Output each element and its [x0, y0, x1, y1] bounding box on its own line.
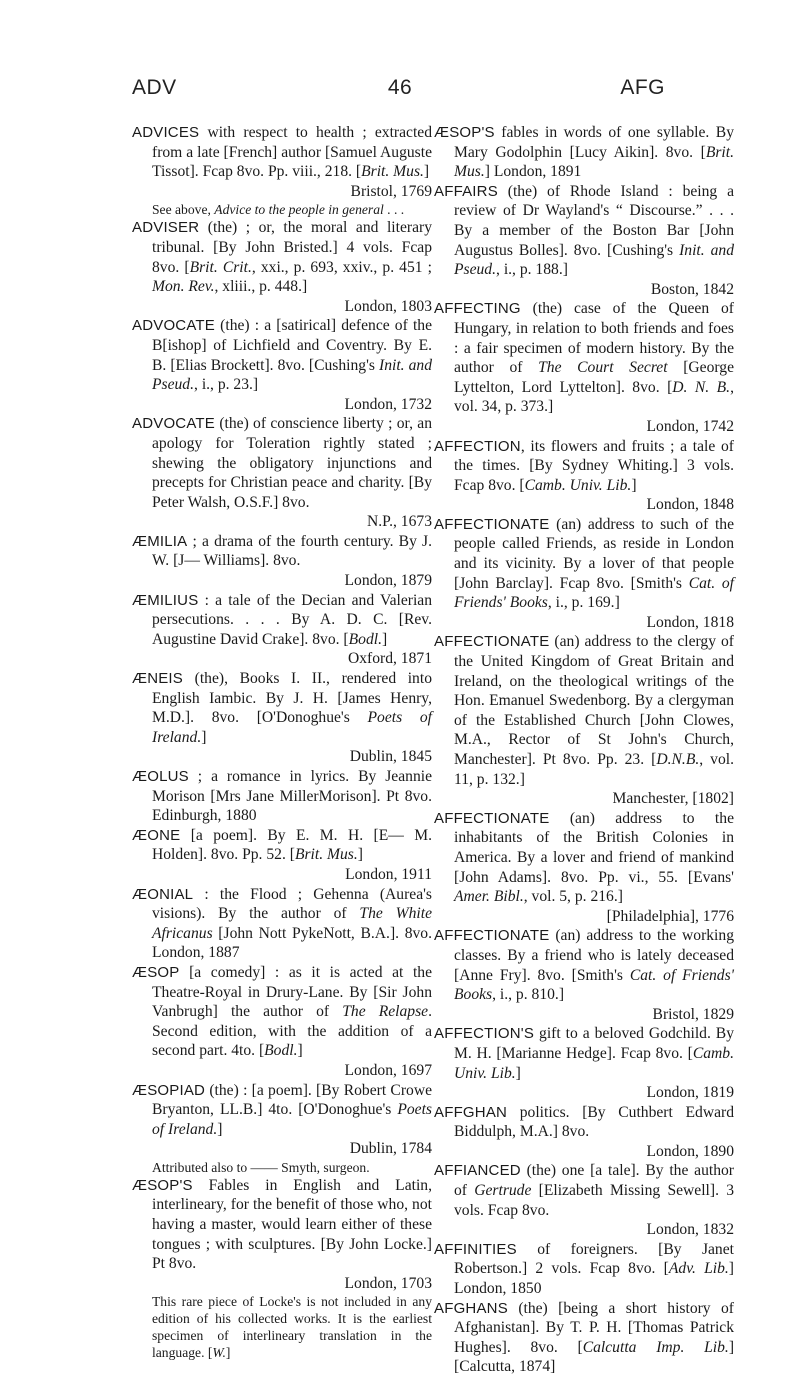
headword: AFFGHAN — [434, 1103, 508, 1121]
headword: AFFAIRS — [434, 182, 498, 200]
running-head-left: ADV — [132, 76, 177, 99]
entry-affectionate-colonies: AFFECTIONATE (an) address to the inhabitants of the British Colonies in America. By a lover and friend of mankind [John Adams]. 8vo. Pp. vi., 55. [Evans' Amer. Bibl., vol. 5, p. 216.] [Philadelphia], 1776 — [434, 809, 734, 925]
headword: AFFECTING — [434, 300, 521, 318]
headword: ÆNEIS — [132, 670, 184, 688]
imprint: London, 1742 — [646, 417, 734, 435]
imprint: London, 1848 — [646, 496, 734, 514]
imprint: N.P., 1673 — [367, 513, 432, 531]
imprint: London, 1890 — [646, 1142, 734, 1160]
headword: ÆMILIUS — [132, 591, 199, 609]
headword: ADVICES — [132, 124, 200, 141]
imprint: London, 1818 — [646, 613, 734, 631]
entry-affectionate-friends: AFFECTIONATE (an) address to such of the people called Friends, as reside in London and its vicinity. By a lover of that people [John Barclay]. Fcap 8vo. [Smith's Cat. of Friends' Books, i., p. 169.] London, 1818 — [434, 515, 734, 631]
imprint: Oxford, 1871 — [347, 650, 432, 668]
headword: AFFINITIES — [434, 1240, 517, 1258]
entry-aesop: ÆSOP [a comedy] : as it is acted at the Theatre-Royal in Drury-Lane. By [Sir John Vanbrugh] the author of The Relapse. Second edition, with the addition of a second part. 4to. [Bodl.] London, 1697 — [132, 963, 433, 1079]
entry-aeneis: ÆNEIS (the), Books I. II., rendered into English Iambic. By J. H. [James Henry, M.D.]. 8vo. [O'Donoghue's Poets of Ireland.] Dublin, 1845 — [132, 670, 432, 766]
imprint: London, 1832 — [646, 1221, 734, 1239]
entry-aesops-fables-syllable: ÆSOP'S fables in words of one syllable. By Mary Godolphin [Lucy Aikin]. 8vo. [Brit. Mus.] London, 1891 — [434, 124, 734, 181]
entry-advocate: ADVOCATE (the) : a [satirical] defence of the B[ishop] of Lichfield and Coventry. By E. B. [Elias Brockett]. 8vo. [Cushing's Init. and Pseud., i., p. 23.] London, 1732 — [132, 317, 432, 413]
entry-aeolus: ÆOLUS ; a romance in lyrics. By Jeannie Morison [Mrs Jane MillerMorison]. Pt 8vo. Edinburgh, 1880 — [132, 768, 432, 825]
entry-aeonial: ÆONIAL : the Flood ; Gehenna (Aurea's visions). By the author of The White Africanus [John Nott PykeNott, B.A.]. 8vo. London, 1887 — [132, 885, 432, 962]
entry-aeone: ÆONE [a poem]. By E. M. H. [E— M. Holden]. 8vo. Pp. 52. [Brit. Mus.] London, 1911 — [132, 826, 432, 883]
entry-affecting: AFFECTING (the) case of the Queen of Hungary, in relation to both friends and foes : a fair specimen of modern history. By the author of The Court Secret [George Lyttelton, Lord Lyttelton]. 8vo. [D. N. B., vol. 34, p. 373.] London, 1742 — [434, 300, 735, 435]
entry-affection: AFFECTION, its flowers and fruits ; a tale of the times. [By Sydney Whiting.] 3 vols. Fcap 8vo. [Camb. Univ. Lib.] London, 1848 — [434, 437, 734, 514]
entry-afghans: AFGHANS (the) [being a short history of Afghanistan]. By T. P. H. [Thomas Patrick Hughes]. 8vo. [Calcutta Imp. Lib.] [Calcutta, 1874] — [434, 1299, 735, 1376]
entry-text: ] — [423, 163, 430, 181]
headword: AFFECTIONATE — [434, 515, 550, 533]
imprint: Bristol, 1769 — [350, 182, 432, 200]
entry-affectionate-working: AFFECTIONATE (an) address to the working classes. By a friend who is lately deceased [Anne Fry]. 8vo. [Smith's Cat. of Friends' Books, i., p. 810.] Bristol, 1829 — [434, 927, 734, 1023]
entry-affghan: AFFGHAN politics. [By Cuthbert Edward Biddulph, M.A.] 8vo. London, 1890 — [434, 1103, 734, 1160]
page-header — [0, 76, 800, 106]
headword: AFFIANCED — [434, 1162, 521, 1180]
headword: ADVISER — [132, 219, 200, 237]
entry-affianced: AFFIANCED (the) one [a tale]. By the author of Gertrude [Elizabeth Missing Sewell]. 3 vols. Fcap 8vo. London, 1832 — [434, 1162, 735, 1239]
headword: AFFECTIONATE — [434, 927, 550, 945]
entry-advocate-conscience: ADVOCATE (the) of conscience liberty ; or, an apology for Toleration rightly stated ; shewing the obligatory injunctions and precepts for Christian peace and charity. [By Peter Walsh, O.S.F.] 8vo. N.P., 1673 — [132, 415, 432, 531]
headword: AFFECTION — [434, 437, 521, 455]
headword: AFFECTION'S — [434, 1025, 535, 1043]
entry-aemilia: ÆMILIA ; a drama of the fourth century. By J. W. [J— Williams]. 8vo. London, 1879 — [132, 532, 432, 590]
entry-affections-gift: AFFECTION'S gift to a beloved Godchild. By M. H. [Marianne Hedge]. Fcap 8vo. [Camb. Univ. Lib.] London, 1819 — [434, 1025, 734, 1102]
imprint: London, 1703 — [344, 1274, 432, 1292]
headword: ADVOCATE — [132, 317, 216, 335]
imprint: London, 1732 — [344, 395, 432, 413]
headword: ÆMILIA — [132, 532, 188, 550]
imprint: Bristol, 1829 — [652, 1005, 734, 1023]
imprint: Dublin, 1784 — [349, 1140, 432, 1158]
imprint: London, 1803 — [344, 297, 432, 315]
entry-aesops-fables-latin: ÆSOP'S Fables in English and Latin, interlineary, for the benefit of those who, not having a master, would learn either of these tongues ; with sculptures. [By John Locke.] Pt 8vo. London, 1703 — [132, 1176, 432, 1292]
headword: ÆSOP'S — [434, 124, 495, 141]
entry-affectionate-clergy: AFFECTIONATE (an) address to the clergy of the United Kingdom of Great Britain and Ireland, on the theological writings of the Hon. Emanuel Swedenborg. By a clergyman of the Established Church [John Clowes, M.A., Rector of St John's Church, Manchester]. Pt 8vo. Pp. 23. [D.N.B., vol. 11, p. 132.] Manchester, [1802] — [434, 633, 735, 808]
headword: ÆSOP'S — [132, 1176, 193, 1194]
imprint: Dublin, 1845 — [349, 748, 432, 766]
entry-aesopiad: ÆSOPIAD (the) : [a poem]. [By Robert Crowe Bryanton, LL.B.] 4to. [O'Donoghue's Poets of Ireland.] Dublin, 1784 — [132, 1081, 432, 1158]
headword: ÆSOP — [132, 963, 180, 981]
headword: AFFECTIONATE — [434, 633, 550, 651]
imprint: London, 1697 — [344, 1061, 432, 1079]
imprint: Manchester, [1802] — [612, 790, 734, 808]
headword: ADVOCATE — [132, 415, 216, 433]
headword: AFFECTIONATE — [434, 809, 550, 827]
headword: ÆOLUS — [132, 768, 189, 785]
entry-affinities: AFFINITIES of foreigners. [By Janet Robertson.] 2 vols. Fcap 8vo. [Adv. Lib.] London, 1850 — [434, 1240, 734, 1298]
headword: ÆSOPIAD — [132, 1081, 206, 1099]
headword: ÆONIAL — [132, 885, 194, 903]
entry-aemilius: ÆMILIUS : a tale of the Decian and Valerian persecutions. . . . By A. D. C. [Rev. Augustine David Crake]. 8vo. [Bodl.] Oxford, 1871 — [132, 591, 432, 668]
left-column — [132, 123, 432, 1361]
imprint: [Philadelphia], 1776 — [606, 907, 734, 925]
running-head-right: AFG — [620, 76, 665, 99]
entry-note: Attributed also to —— Smyth, surgeon. — [152, 1159, 370, 1175]
entry-italic: Brit. Mus. — [361, 163, 424, 181]
headword: AFGHANS — [434, 1299, 508, 1317]
imprint: London, 1911 — [345, 865, 432, 883]
entry-adviser: ADVISER (the) ; or, the moral and literary tribunal. [By John Bristed.] 4 vols. Fcap 8vo. [Brit. Crit., xxi., p. 693, xxiv., p. 451 ; Mon. Rev., xliii., p. 448.] London, 1803 — [132, 219, 432, 315]
imprint: London, 1819 — [646, 1084, 734, 1102]
entry-note: This rare piece of Locke's is not included in any edition of his collected works. It is the earliest specimen of interlineary translation in the language. [W.] — [152, 1294, 432, 1361]
imprint: Boston, 1842 — [650, 280, 734, 298]
entry-advices — [132, 123, 432, 201]
entry-affairs: AFFAIRS (the) of Rhode Island : being a review of Dr Wayland's “ Discourse.” . . . By a member of the Boston Bar [John Augustus Bolles]. 8vo. [Cushing's Init. and Pseud., i., p. 188.] Boston, 1842 — [434, 182, 735, 298]
entry-text: with respect to health ; extracted from a late [French] author [Samuel Auguste Tissot]. Fcap 8vo. Pp. viii., 218. [ — [152, 124, 432, 181]
entry-note: See above, Advice to the people in general . . . — [152, 202, 405, 218]
headword: ÆONE — [132, 826, 181, 844]
right-column — [434, 123, 734, 1377]
imprint: London, 1879 — [344, 572, 432, 590]
page-number: 46 — [387, 76, 413, 99]
